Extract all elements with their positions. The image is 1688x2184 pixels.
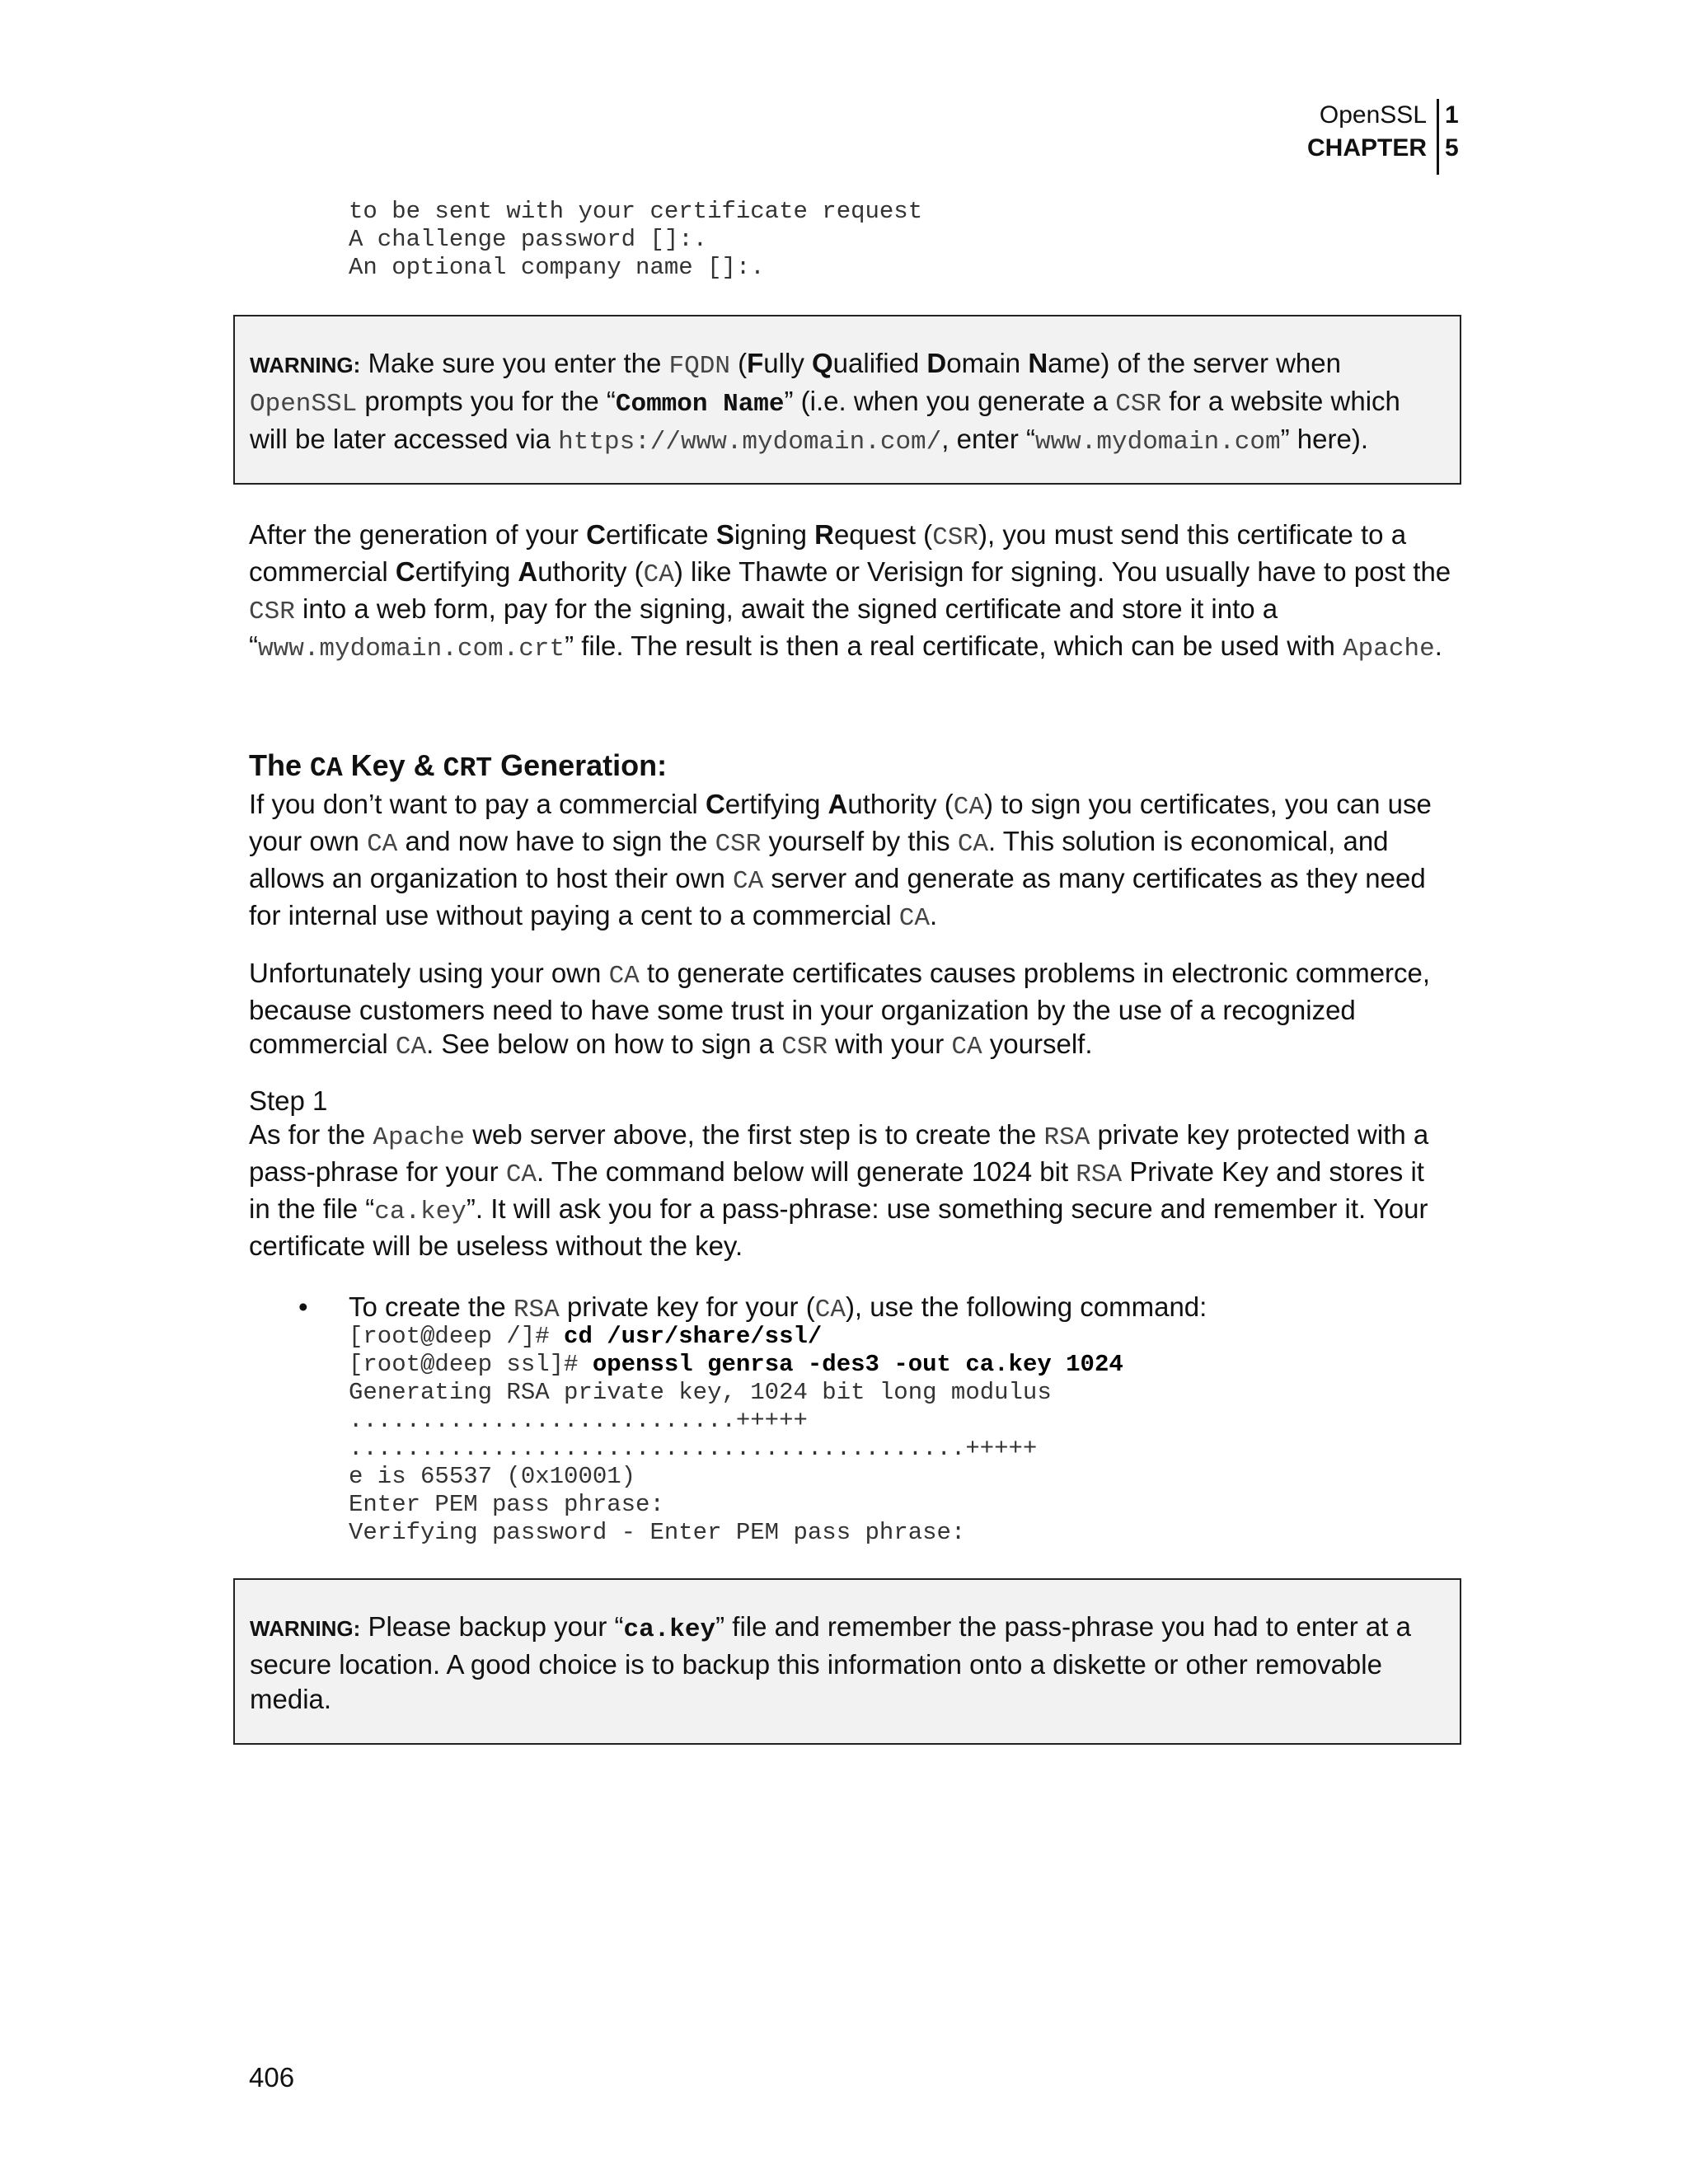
code-text: CA — [951, 1033, 982, 1062]
code-text: CSR — [781, 1033, 828, 1062]
text: As for the — [249, 1119, 373, 1150]
header-num-top: 1 — [1445, 101, 1459, 129]
code-text: CSR — [249, 598, 295, 626]
text: yourself. — [982, 1029, 1093, 1059]
code-text: https://www.mydomain.com/ — [558, 428, 942, 457]
text: ualified — [832, 348, 927, 378]
text: ) like Thawte or Verisign for signing. You usually have to post the — [673, 556, 1451, 587]
text: ), you must send this certificate to a commercial — [249, 519, 1407, 587]
code-text: CA — [643, 560, 674, 589]
code-line: Generating RSA private key, 1024 bit long modulus — [349, 1379, 1052, 1406]
text: ), use the following command: — [845, 1291, 1207, 1322]
code-block-csr-prompts — [349, 198, 922, 282]
text: uthority ( — [847, 789, 954, 819]
bullet-marker: • — [298, 1291, 308, 1322]
bullet-item-create-rsa — [349, 1290, 1453, 1327]
bold-letter: F — [747, 348, 764, 378]
text: server and generate as many certificates as they need for internal use without paying a cent to a commercial — [249, 863, 1426, 930]
text: to generate certificates causes problems in electronic commerce, because customers need to have some trust in your organization by the use of a recognized commercial — [249, 958, 1431, 1059]
text: Make sure you enter the — [360, 348, 669, 378]
code-line: Enter PEM pass phrase: — [349, 1491, 664, 1518]
text: for a website which will be later accessed via — [250, 386, 1400, 454]
text: ” file. The result is then a real certificate, which can be used with — [565, 630, 1343, 661]
text: . This solution is economical, and allows an organization to host their own — [249, 826, 1389, 893]
header-num-bottom: 5 — [1445, 134, 1459, 162]
bold-letter: D — [926, 348, 947, 378]
text: After the generation of your — [249, 519, 587, 550]
text: private key protected with a pass-phrase for your — [249, 1119, 1429, 1187]
code-text-bold: ca.key — [623, 1615, 716, 1644]
text: igning — [734, 519, 815, 550]
code-text: www.mydomain.com — [1034, 428, 1281, 457]
shell-command: openssl genrsa -des3 -out ca.key 1024 — [592, 1351, 1123, 1378]
code-text: CSR — [932, 523, 978, 552]
shell-command: cd /usr/share/ssl/ — [564, 1323, 823, 1350]
bold-letter: N — [1028, 348, 1048, 378]
bold-letter: C — [395, 556, 415, 587]
text: ” (i.e. when you generate a — [784, 386, 1116, 416]
code-text: OpenSSL — [250, 390, 358, 419]
code-text: CA — [367, 830, 398, 859]
text: with your — [828, 1029, 952, 1059]
header-chapter-label: CHAPTER — [1306, 134, 1427, 162]
bold-letter: Q — [811, 348, 833, 378]
text: ertifying — [415, 556, 518, 587]
code-text: CSR — [715, 830, 762, 859]
code-text: RSA — [1043, 1123, 1090, 1152]
text: web server above, the first step is to create the — [465, 1119, 1044, 1150]
code-line: ...........................................+++++ — [349, 1435, 1038, 1462]
code-text: RSA — [1076, 1160, 1123, 1189]
text: Unfortunately using your own — [249, 958, 609, 988]
shell-prompt: [root@deep /]# — [349, 1323, 565, 1350]
code-text-bold: Common Name — [615, 390, 785, 419]
page-header — [1189, 99, 1459, 175]
page-number: 406 — [249, 2062, 295, 2093]
code-text: CA — [733, 867, 764, 896]
code-text: CSR — [1115, 390, 1162, 419]
code-block-genrsa — [349, 1323, 1123, 1547]
code-text: Apache — [1343, 635, 1435, 663]
code-text: CA — [957, 830, 989, 859]
code-line: An optional company name []:. — [349, 254, 765, 281]
text: equest ( — [833, 519, 933, 550]
bold-letter: C — [705, 789, 725, 819]
text: ame) of the server when — [1048, 348, 1341, 378]
text: ertificate — [605, 519, 716, 550]
paragraph-ecommerce — [249, 956, 1452, 1064]
text: If you don’t want to pay a commercial — [249, 789, 706, 819]
text: into a web form, pay for the signing, await the signed certificate and store it into a “ — [249, 593, 1278, 661]
text: Private Key and stores it in the file “ — [249, 1156, 1424, 1224]
code-text: CA — [608, 962, 640, 991]
code-line — [349, 1323, 1123, 1351]
text: uthority ( — [537, 556, 644, 587]
section-heading — [249, 748, 667, 784]
code-text: www.mydomain.com.crt — [258, 635, 565, 663]
code-line: A challenge password []:. — [349, 226, 708, 253]
code-line — [349, 1351, 1123, 1379]
header-labels — [1307, 99, 1427, 165]
bold-letter: A — [828, 789, 848, 819]
code-text: RSA — [513, 1296, 560, 1324]
bold-letter: S — [715, 519, 734, 550]
text: . See below on how to sign a — [426, 1029, 782, 1059]
code-text: CA — [310, 753, 343, 784]
text: omain — [946, 348, 1029, 378]
code-line: to be sent with your certificate request — [349, 198, 923, 225]
paragraph-step-1 — [249, 1084, 1452, 1263]
code-line: ...........................+++++ — [349, 1407, 808, 1434]
bold-letter: R — [814, 519, 834, 550]
code-text: ca.key — [374, 1197, 467, 1226]
code-line: e is 65537 (0x10001) — [349, 1463, 636, 1490]
shell-prompt: [root@deep ssl]# — [349, 1351, 593, 1378]
text: ” file and remember the pass-phrase you had to enter at a secure location. A good choice is to backup this information onto a diskette or other removable media. — [250, 1611, 1411, 1714]
bold-letter: C — [586, 519, 606, 550]
code-text: CRT — [443, 753, 493, 784]
text: Key & — [342, 748, 443, 782]
text: The — [249, 748, 311, 782]
warning-box-fqdn — [233, 315, 1461, 485]
text: Please backup your “ — [360, 1611, 624, 1642]
warning-label: WARNING: — [250, 1616, 361, 1641]
code-text: CA — [814, 1296, 846, 1324]
code-text: CA — [395, 1033, 427, 1062]
step-label: Step 1 — [249, 1085, 328, 1116]
text: ” here). — [1280, 424, 1368, 454]
text: . — [1434, 630, 1442, 661]
text: ( — [729, 348, 748, 378]
text: . — [929, 900, 938, 930]
text: ”. It will ask you for a pass-phrase: use something secure and remember it. Your certificate will be useless without the key. — [249, 1193, 1428, 1261]
text: To create the — [349, 1291, 513, 1322]
paragraph-csr-signing — [249, 518, 1452, 666]
code-text: CA — [898, 904, 930, 933]
code-line: Verifying password - Enter PEM pass phrase: — [349, 1519, 966, 1546]
header-section: OpenSSL — [1319, 101, 1427, 129]
header-chapter-number — [1437, 99, 1459, 165]
text: yourself by this — [761, 826, 958, 856]
text: , enter “ — [941, 424, 1035, 454]
text: ertifying — [724, 789, 828, 819]
text: private key for your ( — [559, 1291, 815, 1322]
text: Generation: — [492, 748, 668, 782]
text: ) to sign you certificates, you can use your own — [249, 789, 1432, 856]
text: . The command below will generate 1024 bit — [537, 1156, 1076, 1187]
code-text: FQDN — [668, 352, 730, 381]
warning-box-backup — [233, 1578, 1461, 1745]
paragraph-own-ca — [249, 787, 1452, 935]
bold-letter: A — [518, 556, 538, 587]
code-text: Apache — [373, 1123, 466, 1152]
text: and now have to sign the — [397, 826, 715, 856]
warning-label: WARNING: — [250, 353, 361, 377]
code-text: CA — [505, 1160, 537, 1189]
text: ully — [763, 348, 812, 378]
text: prompts you for the “ — [357, 386, 616, 416]
code-text: CA — [953, 793, 984, 822]
